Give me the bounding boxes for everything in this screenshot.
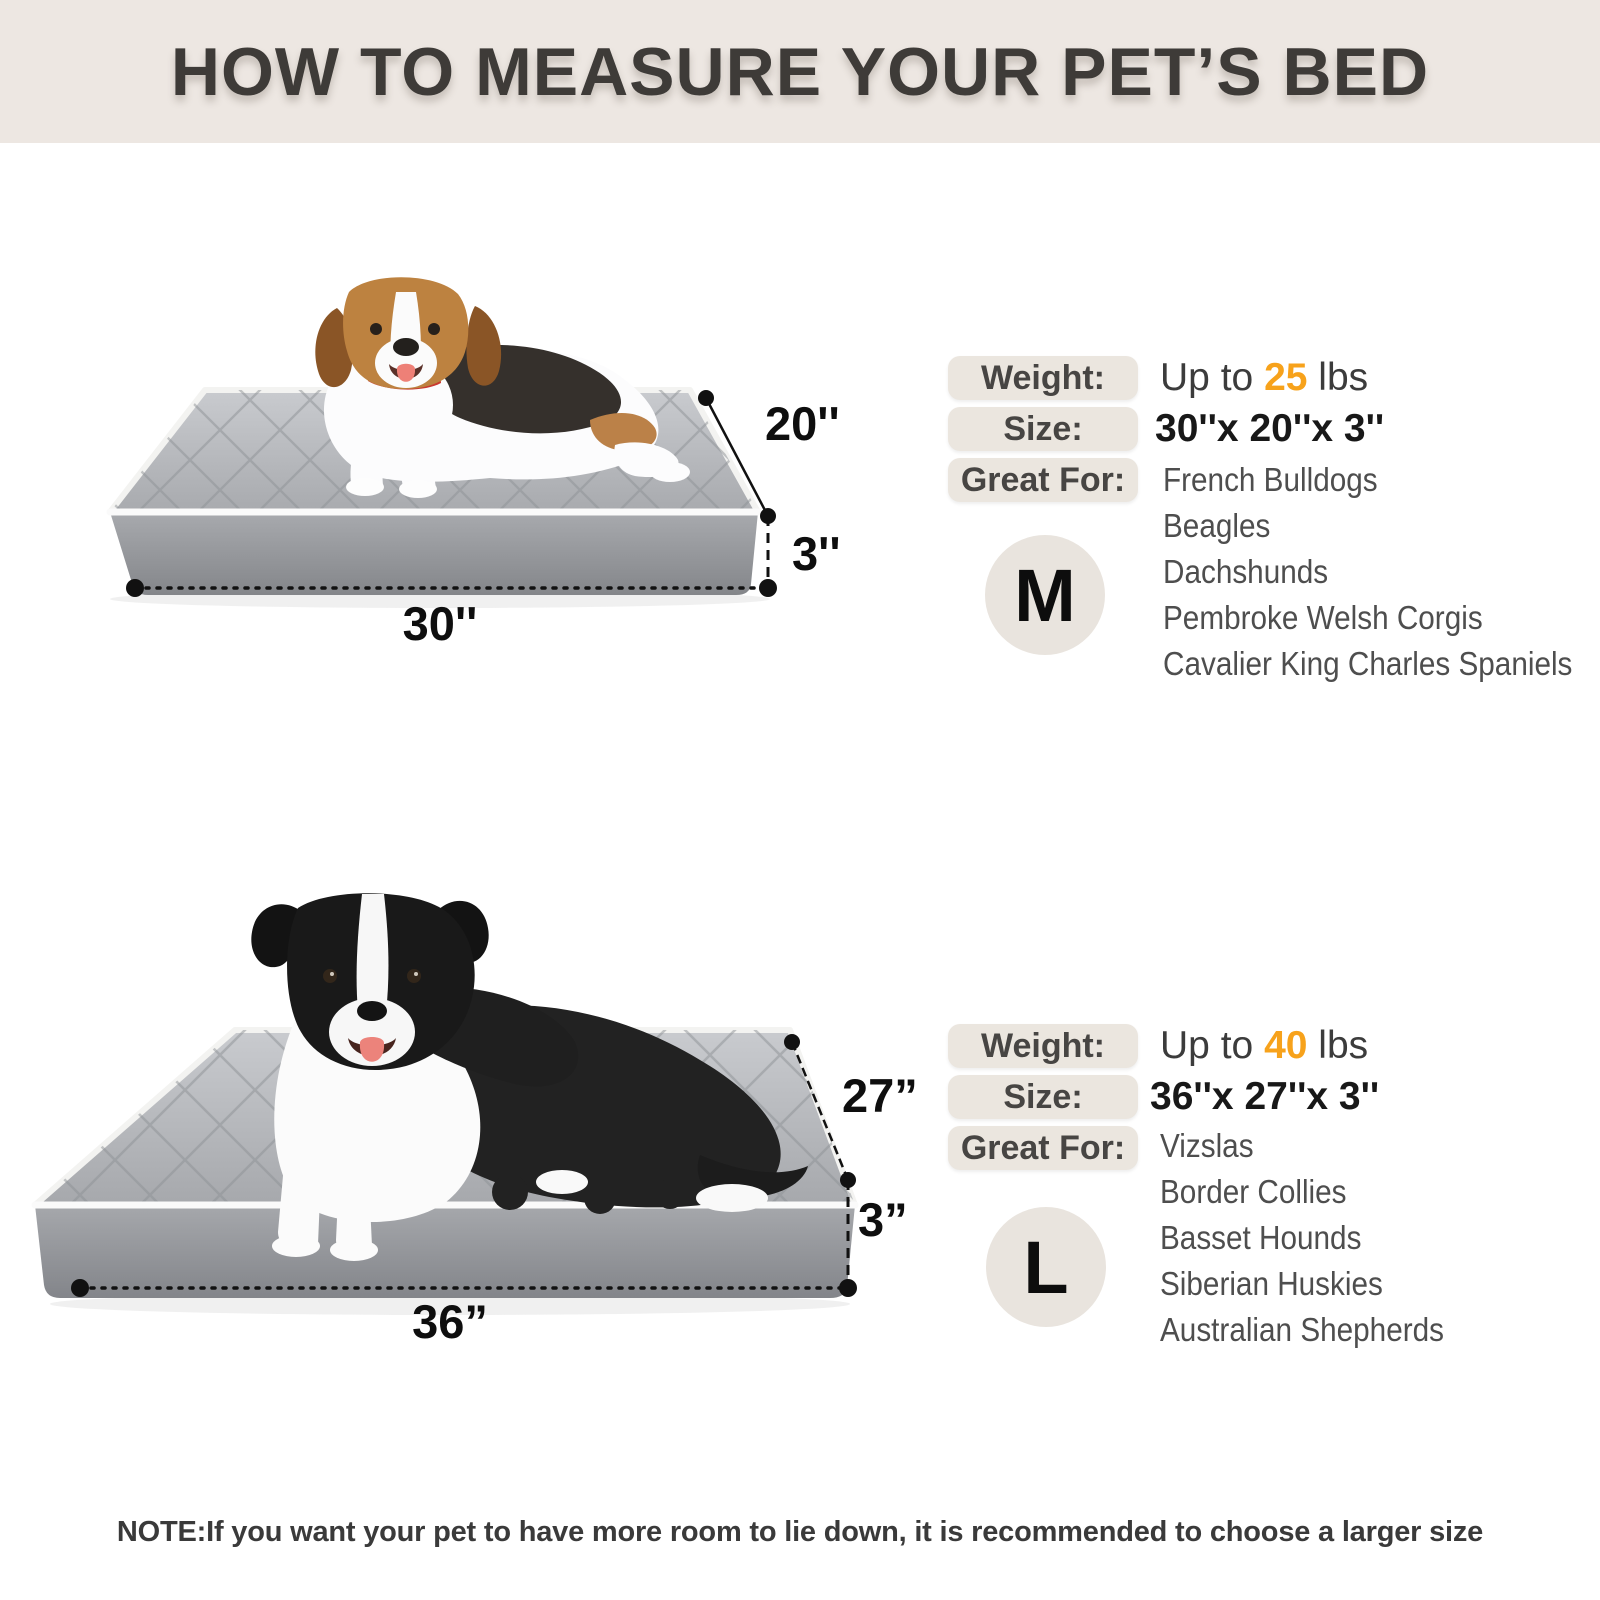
footer-note	[0, 1516, 1600, 1549]
size-value-m: 30''x 20''x 3''	[1155, 407, 1385, 450]
weight-number-l: 40	[1264, 1024, 1308, 1067]
weight-value-m	[1160, 356, 1368, 400]
weight-suffix-l: lbs	[1307, 1024, 1369, 1067]
weight-prefix-l: Up to	[1160, 1024, 1265, 1067]
dimension-label-height-l: 3”	[858, 1193, 908, 1246]
label-pill-size-l: Size:	[948, 1075, 1138, 1119]
breed-item: Australian Shepherds	[1160, 1311, 1444, 1348]
label-pill-weight-l: Weight:	[948, 1024, 1138, 1068]
breed-item: French Bulldogs	[1163, 461, 1378, 498]
weight-prefix-m: Up to	[1160, 356, 1265, 399]
note-body: If you want your pet to have more room to lie down, it is recommended to choose a larger size	[206, 1516, 1484, 1548]
label-pill-weight-m: Weight:	[948, 356, 1138, 400]
note-label: NOTE:	[116, 1516, 207, 1548]
bed-l-illustration	[10, 880, 890, 1340]
weight-value-l	[1160, 1024, 1368, 1068]
dimension-label-depth-m: 20''	[765, 397, 840, 450]
weight-suffix-m: lbs	[1307, 356, 1369, 399]
breed-item: Border Collies	[1160, 1173, 1347, 1210]
breed-item: Basset Hounds	[1160, 1219, 1362, 1256]
label-pill-size-m: Size:	[948, 407, 1138, 451]
dimension-label-height-m: 3''	[792, 527, 841, 580]
breed-item: Cavalier King Charles Spaniels	[1163, 645, 1573, 682]
bed-m-illustration	[70, 250, 790, 610]
label-pill-greatfor-m: Great For:	[948, 458, 1138, 502]
breed-item: Pembroke Welsh Corgis	[1163, 599, 1483, 636]
size-badge-m: M	[985, 535, 1105, 655]
breed-item: Beagles	[1163, 507, 1271, 544]
label-pill-greatfor-l: Great For:	[948, 1126, 1138, 1170]
size-value-l: 36''x 27''x 3''	[1150, 1075, 1380, 1118]
breed-item: Vizslas	[1160, 1127, 1254, 1164]
page-title: HOW TO MEASURE YOUR PET’S BED	[170, 33, 1430, 110]
dimension-label-width-l: 36”	[412, 1295, 488, 1348]
header-banner	[0, 0, 1600, 143]
size-badge-l: L	[986, 1207, 1106, 1327]
dimension-label-width-m: 30''	[402, 597, 478, 650]
weight-number-m: 25	[1264, 356, 1308, 399]
dimension-label-depth-l: 27”	[842, 1069, 918, 1122]
beagle-dog-illustration	[315, 277, 690, 498]
breed-item: Dachshunds	[1163, 553, 1329, 590]
breed-item: Siberian Huskies	[1160, 1265, 1383, 1302]
